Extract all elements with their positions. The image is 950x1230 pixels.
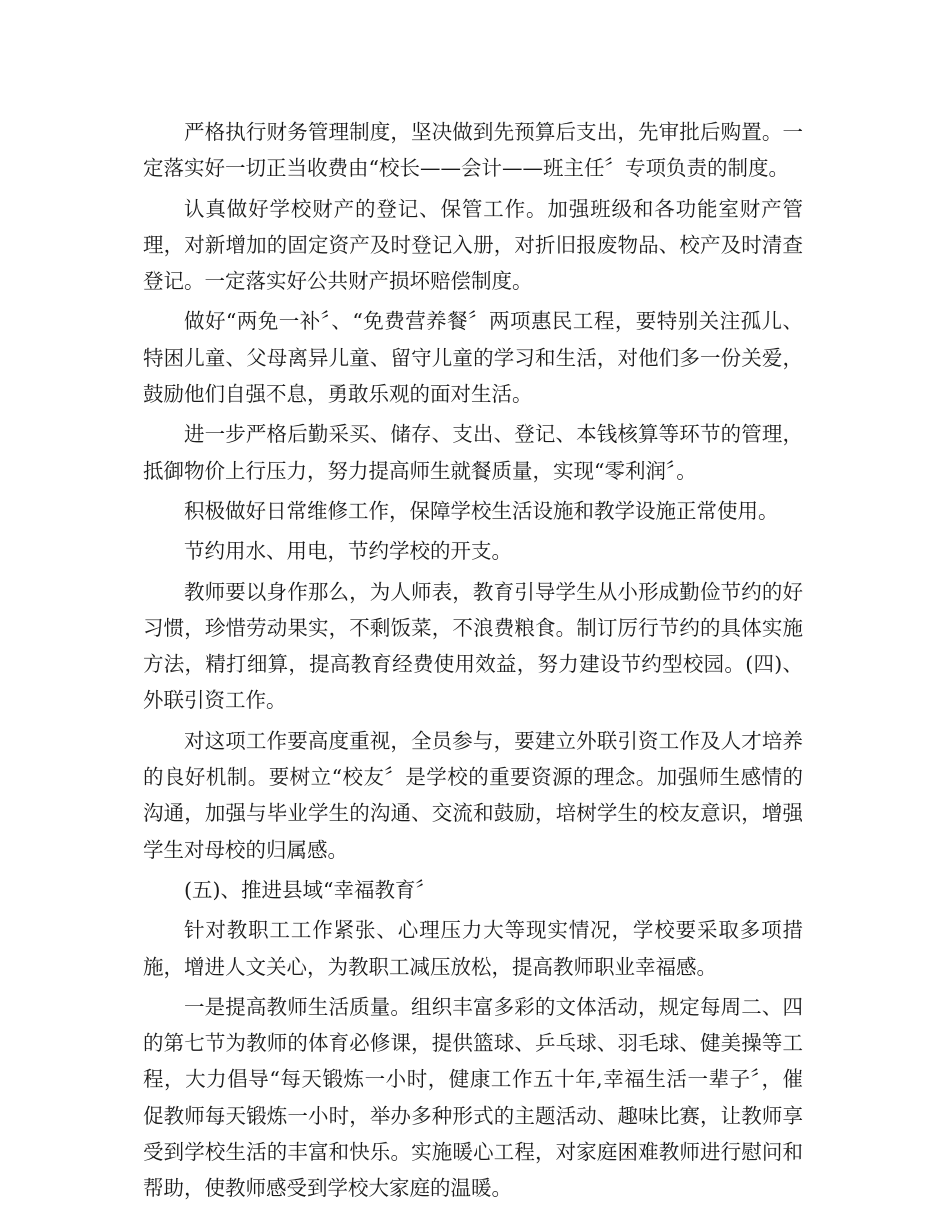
paragraph-maintenance: 积极做好日常维修工作，保障学校生活设施和教学设施正常使用。 xyxy=(184,498,779,523)
paragraph-teacher-life-quality: 一是提高教师生活质量。组织丰富多彩的文体活动，规定每周二、四的第七节为教师的体育必修课，提供篮球、乒乓球、羽毛球、健美操等工程，大力倡导“每天锻炼一小时，健康工作五十年,幸福生活一辈子〞，催促教师每天锻炼一小时，举办多种形式的主题活动、趣味比赛，让教师享受到学校生活的丰富和快乐。实施暖心工程，对家庭困难教师进行慰问和帮助，使教师感受到学校大家庭的温暖。 xyxy=(143,994,803,1201)
paragraph-saving-utilities: 节约用水、用电，节约学校的开支。 xyxy=(184,539,512,564)
paragraph-alumni-mechanism: 对这项工作要高度重视，全员参与，要建立外联引资工作及人才培养的良好机制。要树立“校友〞是学校的重要资源的理念。加强师生感情的沟通，加强与毕业学生的沟通、交流和鼓励，培树学生的校友意识，增强学生对母校的归属感。 xyxy=(143,728,803,862)
paragraph-logistics: 进一步严格后勤采买、储存、支出、登记、本钱核算等环节的管理，抵御物价上行压力，努力提高师生就餐质量，实现“零利润〞。 xyxy=(143,422,803,483)
document-body xyxy=(143,114,803,1211)
paragraph-property-management: 认真做好学校财产的登记、保管工作。加强班级和各功能室财产管理，对新增加的固定资产及时登记入册，对折旧报废物品、校产及时清查登记。一定落实好公共财产损坏赔偿制度。 xyxy=(143,196,803,294)
paragraph-teacher-example: 教师要以身作那么，为人师表，教育引导学生从小形成勤俭节约的好习惯，珍惜劳动果实，不剩饭菜，不浪费粮食。制订厉行节约的具体实施方法，精打细算，提高教育经费使用效益，努力建设节约型校园。(四)、外联引资工作。 xyxy=(143,579,803,713)
paragraph-staff-care: 针对教职工工作紧张、心理压力大等现实情况，学校要采取多项措施，增进人文关心，为教职工减压放松，提高教师职业幸福感。 xyxy=(143,918,803,979)
section-heading-happy-education: (五)、推进县域“幸福教育〞 xyxy=(184,877,436,902)
paragraph-finance-rules: 严格执行财务管理制度，坚决做到先预算后支出，先审批后购置。一定落实好一切正当收费由“校长——会计——班主任〞专项负责的制度。 xyxy=(143,120,803,181)
paragraph-welfare-projects: 做好“两免一补〞、“免费营养餐〞两项惠民工程，要特别关注孤儿、特困儿童、父母离异儿童、留守儿童的学习和生活，对他们多一份关爱，鼓励他们自强不息，勇敢乐观的面对生活。 xyxy=(143,309,803,407)
